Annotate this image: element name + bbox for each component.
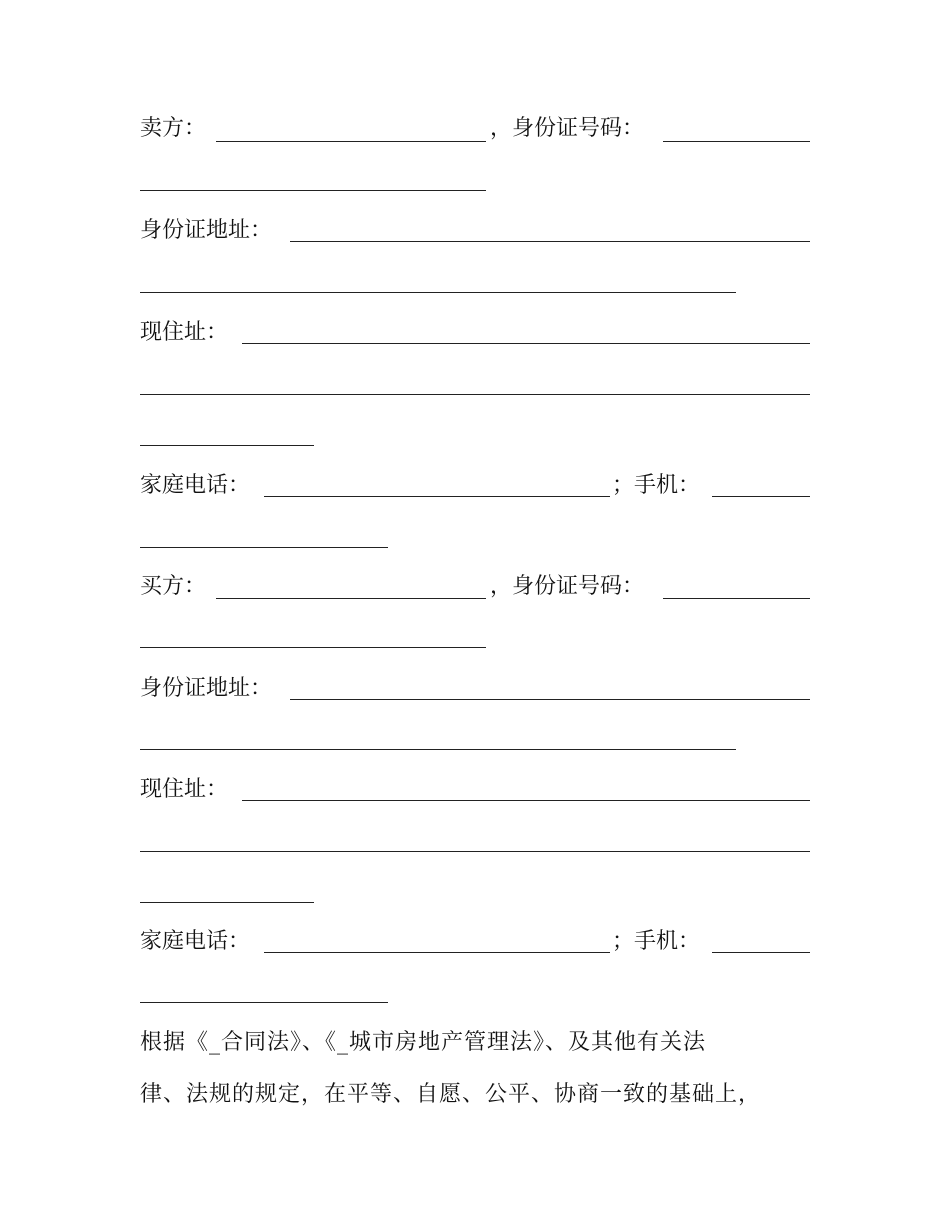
buyer-mobile-label: ；手机： bbox=[612, 929, 701, 954]
buyer-mobile-blank-cont[interactable] bbox=[140, 1002, 388, 1003]
buyer-id-label: ，身份证号码： bbox=[490, 574, 645, 599]
seller-current-address-blank[interactable] bbox=[242, 343, 810, 344]
seller-current-address-blank-cont2[interactable] bbox=[140, 445, 314, 446]
body-line-1: 根据《_合同法》、《_城市房地产管理法》、及其他有关法 bbox=[140, 1030, 707, 1055]
seller-mobile-blank-cont[interactable] bbox=[140, 547, 388, 548]
buyer-current-address-label: 现住址： bbox=[140, 777, 229, 802]
buyer-label: 买方： bbox=[140, 574, 207, 599]
buyer-current-address-blank-cont2[interactable] bbox=[140, 902, 314, 903]
seller-current-address-label: 现住址： bbox=[140, 320, 229, 345]
seller-home-phone-label: 家庭电话： bbox=[140, 473, 251, 498]
seller-id-label: ，身份证号码： bbox=[490, 116, 645, 141]
seller-mobile-blank[interactable] bbox=[712, 496, 810, 497]
seller-id-address-blank[interactable] bbox=[290, 241, 810, 242]
seller-label: 卖方： bbox=[140, 116, 207, 141]
seller-id-address-blank-cont[interactable] bbox=[140, 292, 736, 293]
seller-mobile-label: ；手机： bbox=[612, 473, 701, 498]
seller-id-address-label: 身份证地址： bbox=[140, 218, 273, 243]
seller-id-blank-cont[interactable] bbox=[140, 190, 486, 191]
buyer-id-address-blank-cont[interactable] bbox=[140, 749, 736, 750]
buyer-id-blank-cont[interactable] bbox=[140, 647, 486, 648]
seller-current-address-blank-cont[interactable] bbox=[140, 394, 810, 395]
buyer-current-address-blank-cont[interactable] bbox=[140, 851, 810, 852]
buyer-id-address-label: 身份证地址： bbox=[140, 676, 273, 701]
seller-name-blank[interactable] bbox=[216, 141, 486, 142]
seller-id-blank[interactable] bbox=[663, 141, 810, 142]
buyer-id-blank[interactable] bbox=[663, 598, 810, 599]
buyer-home-phone-label: 家庭电话： bbox=[140, 929, 251, 954]
body-line-2: 律、法规的规定，在平等、自愿、公平、协商一致的基础上， bbox=[140, 1082, 762, 1107]
buyer-mobile-blank[interactable] bbox=[712, 952, 810, 953]
buyer-home-phone-blank[interactable] bbox=[264, 952, 610, 953]
buyer-name-blank[interactable] bbox=[216, 598, 486, 599]
seller-home-phone-blank[interactable] bbox=[264, 496, 610, 497]
buyer-id-address-blank[interactable] bbox=[290, 699, 810, 700]
buyer-current-address-blank[interactable] bbox=[242, 800, 810, 801]
